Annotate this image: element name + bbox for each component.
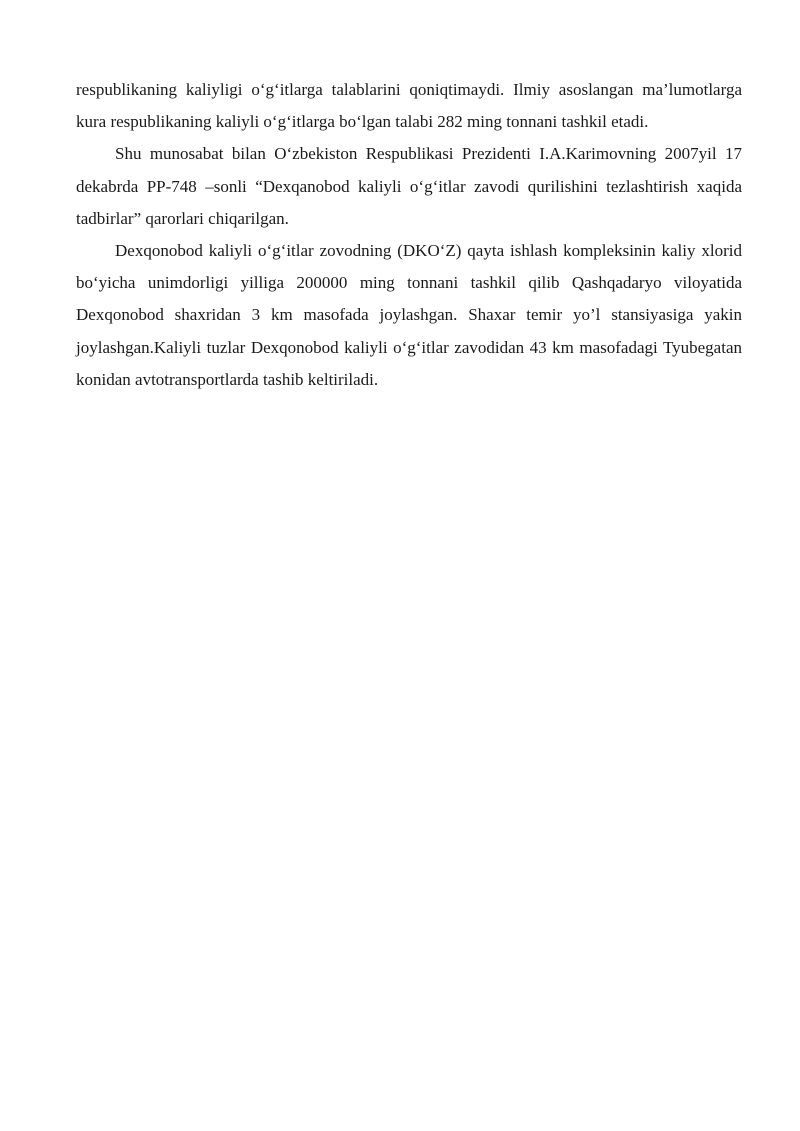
document-page [76, 74, 742, 396]
paragraph-continuation: respublikaning kaliyligi o‘g‘itlarga talablarini qoniqtimaydi. Ilmiy asoslangan ma’lumotlarga kura respublikaning kaliyli o‘g‘itlarga bo‘lgan talabi 282 ming tonnani tashkil etadi. [76, 80, 742, 132]
paragraph-plant-description: Dexqonobod kaliyli o‘g‘itlar zovodning (DKO‘Z) qayta ishlash kompleksinin kaliy xlorid bo‘yicha unimdorligi yilliga 200000 ming tonnani tashkil qilib Qashqadaryo viloyatida Dexqonobod shaxridan 3 km masofada joylashgan. Shaxar temir yo’l stansiyasiga yakin joylashgan.Kaliyli tuzlar Dexqonobod kaliyli o‘g‘itlar zavodidan 43 km masofadagi Tyubegatan konidan avtotransportlarda tashib keltiriladi. [76, 241, 742, 389]
paragraph-decree: Shu munosabat bilan O‘zbekiston Respublikasi Prezidenti I.A.Karimovning 2007yil 17 dekabrda PP-748 –sonli “Dexqanobod kaliyli o‘g‘itlar zavodi qurilishini tezlashtirish xaqida tadbirlar” qarorlari chiqarilgan. [76, 144, 742, 228]
